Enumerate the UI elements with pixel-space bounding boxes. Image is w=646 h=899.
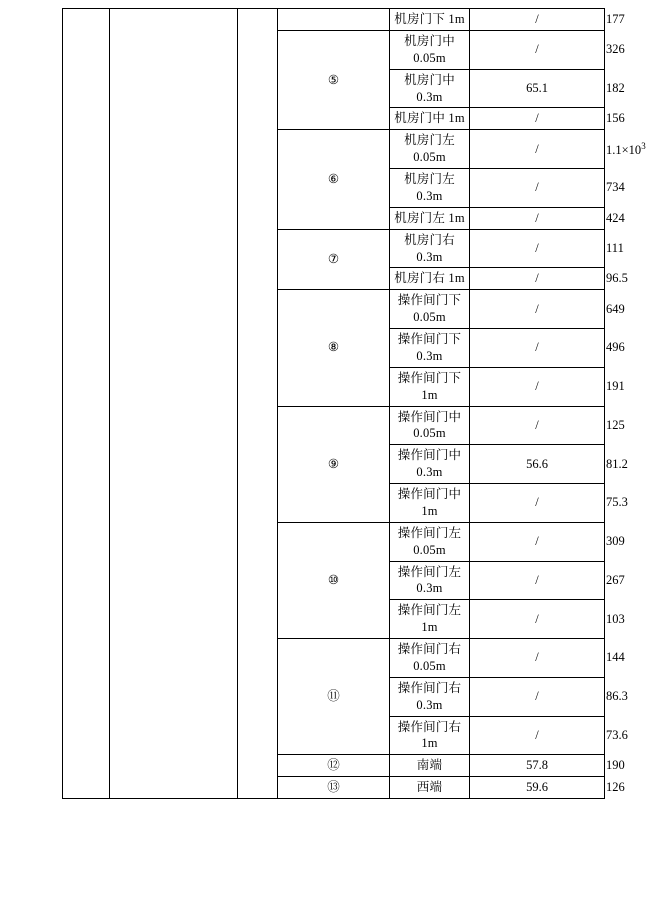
position-label: 操作间门左 1m (390, 600, 470, 639)
table-row: 机房门左 0.3m / 734 (63, 169, 605, 208)
table-row: ⑦ 机房门右 0.3m / 111 (63, 229, 605, 268)
table-row: ⑤ 机房门中 0.05m / 326 (63, 30, 605, 69)
position-label: 操作间门中 1m (390, 484, 470, 523)
table-body (63, 9, 646, 799)
measurement-value-a: 65.1 (470, 69, 605, 108)
measurement-value-a: / (470, 561, 605, 600)
group-number-cell: ⑫ (278, 755, 390, 777)
position-label: 操作间门左 0.05m (390, 522, 470, 561)
table-row: ⑬ 西端 59.6 126 (63, 777, 605, 799)
table-row: 机房门中 1m / 156 (63, 108, 605, 130)
table-row: ⑪ 操作间门右 0.05m / 144 (63, 639, 605, 678)
measurement-value-a: / (470, 268, 605, 290)
position-label: 机房门下 1m (390, 9, 470, 31)
measurement-value-a: / (470, 600, 605, 639)
position-label: 操作间门右 0.05m (390, 639, 470, 678)
position-label: 机房门中 0.3m (390, 69, 470, 108)
measurement-value-a: / (470, 677, 605, 716)
position-label: 操作间门下 1m (390, 367, 470, 406)
measurement-value-a: / (470, 290, 605, 329)
table-row: ⑥ 机房门左 0.05m / $1.1\times 10^3$ (63, 130, 605, 169)
position-label: 西端 (390, 777, 470, 799)
position-label: 操作间门右 1m (390, 716, 470, 755)
table-row: 机房门左 1m / 424 (63, 207, 605, 229)
table-row: 操作间门中 1m / 75.3 (63, 484, 605, 523)
measurement-value-a: / (470, 329, 605, 368)
position-label: 南端 (390, 755, 470, 777)
group-number-cell: ⑨ (278, 406, 390, 522)
measurement-value-a: / (470, 406, 605, 445)
measurement-value-a: / (470, 639, 605, 678)
table-row: 机房门中 0.3m 65.1 182 (63, 69, 605, 108)
row-header-category-cell (63, 9, 110, 799)
measurement-value-a: / (470, 9, 605, 31)
table-row: 操作间门右 0.3m / 86.3 (63, 677, 605, 716)
table-row: 操作间门左 1m / 103 (63, 600, 605, 639)
table-row: ⑨ 操作间门中 0.05m / 125 (63, 406, 605, 445)
measurement-value-a: / (470, 207, 605, 229)
measurement-value-a: / (470, 367, 605, 406)
document-page (0, 8, 646, 899)
table-row: ⑫ 南端 57.8 190 (63, 755, 605, 777)
group-number-cell (278, 9, 390, 31)
measurement-value-a: / (470, 229, 605, 268)
measurement-value-a: / (470, 108, 605, 130)
position-label: 操作间门中 0.05m (390, 406, 470, 445)
position-label: 机房门中 1m (390, 108, 470, 130)
position-label: 操作间门中 0.3m (390, 445, 470, 484)
group-number-cell: ⑧ (278, 290, 390, 406)
position-label: 操作间门右 0.3m (390, 677, 470, 716)
group-number-cell: ⑤ (278, 30, 390, 129)
row-header-subcategory-cell (238, 9, 278, 799)
table-row: ⑩ 操作间门左 0.05m / 309 (63, 522, 605, 561)
position-label: 操作间门下 0.3m (390, 329, 470, 368)
position-label: 机房门左 0.3m (390, 169, 470, 208)
measurement-value-a: / (470, 130, 605, 169)
group-number-cell: ⑬ (278, 777, 390, 799)
measurement-value-a: / (470, 30, 605, 69)
position-label: 机房门右 1m (390, 268, 470, 290)
group-number-cell: ⑩ (278, 522, 390, 638)
measurement-value-a: 59.6 (470, 777, 605, 799)
position-label: 操作间门左 0.3m (390, 561, 470, 600)
measurement-value-a: / (470, 716, 605, 755)
group-number-cell: ⑪ (278, 639, 390, 755)
table-row: 机房门右 1m / 96.5 (63, 268, 605, 290)
table-row: 操作间门下 0.3m / 496 (63, 329, 605, 368)
measurement-value-a: 57.8 (470, 755, 605, 777)
position-label: 机房门右 0.3m (390, 229, 470, 268)
row-header-description-cell (110, 9, 238, 799)
measurement-value-a: / (470, 169, 605, 208)
table-row: 操作间门右 1m / 73.6 (63, 716, 605, 755)
table-row: ⑧ 操作间门下 0.05m / 649 (63, 290, 605, 329)
position-label: 操作间门下 0.05m (390, 290, 470, 329)
table-row: 操作间门中 0.3m 56.6 81.2 (63, 445, 605, 484)
position-label: 机房门中 0.05m (390, 30, 470, 69)
position-label: 机房门左 0.05m (390, 130, 470, 169)
measurement-value-a: / (470, 484, 605, 523)
table-row: 操作间门左 0.3m / 267 (63, 561, 605, 600)
measurement-value-a: 56.6 (470, 445, 605, 484)
group-number-cell: ⑥ (278, 130, 390, 229)
group-number-cell: ⑦ (278, 229, 390, 290)
position-label: 机房门左 1m (390, 207, 470, 229)
table-row: 机房门下 1m / 177 (63, 9, 605, 31)
measurement-table (62, 8, 646, 799)
measurement-value-a: / (470, 522, 605, 561)
table-row: 操作间门下 1m / 191 (63, 367, 605, 406)
